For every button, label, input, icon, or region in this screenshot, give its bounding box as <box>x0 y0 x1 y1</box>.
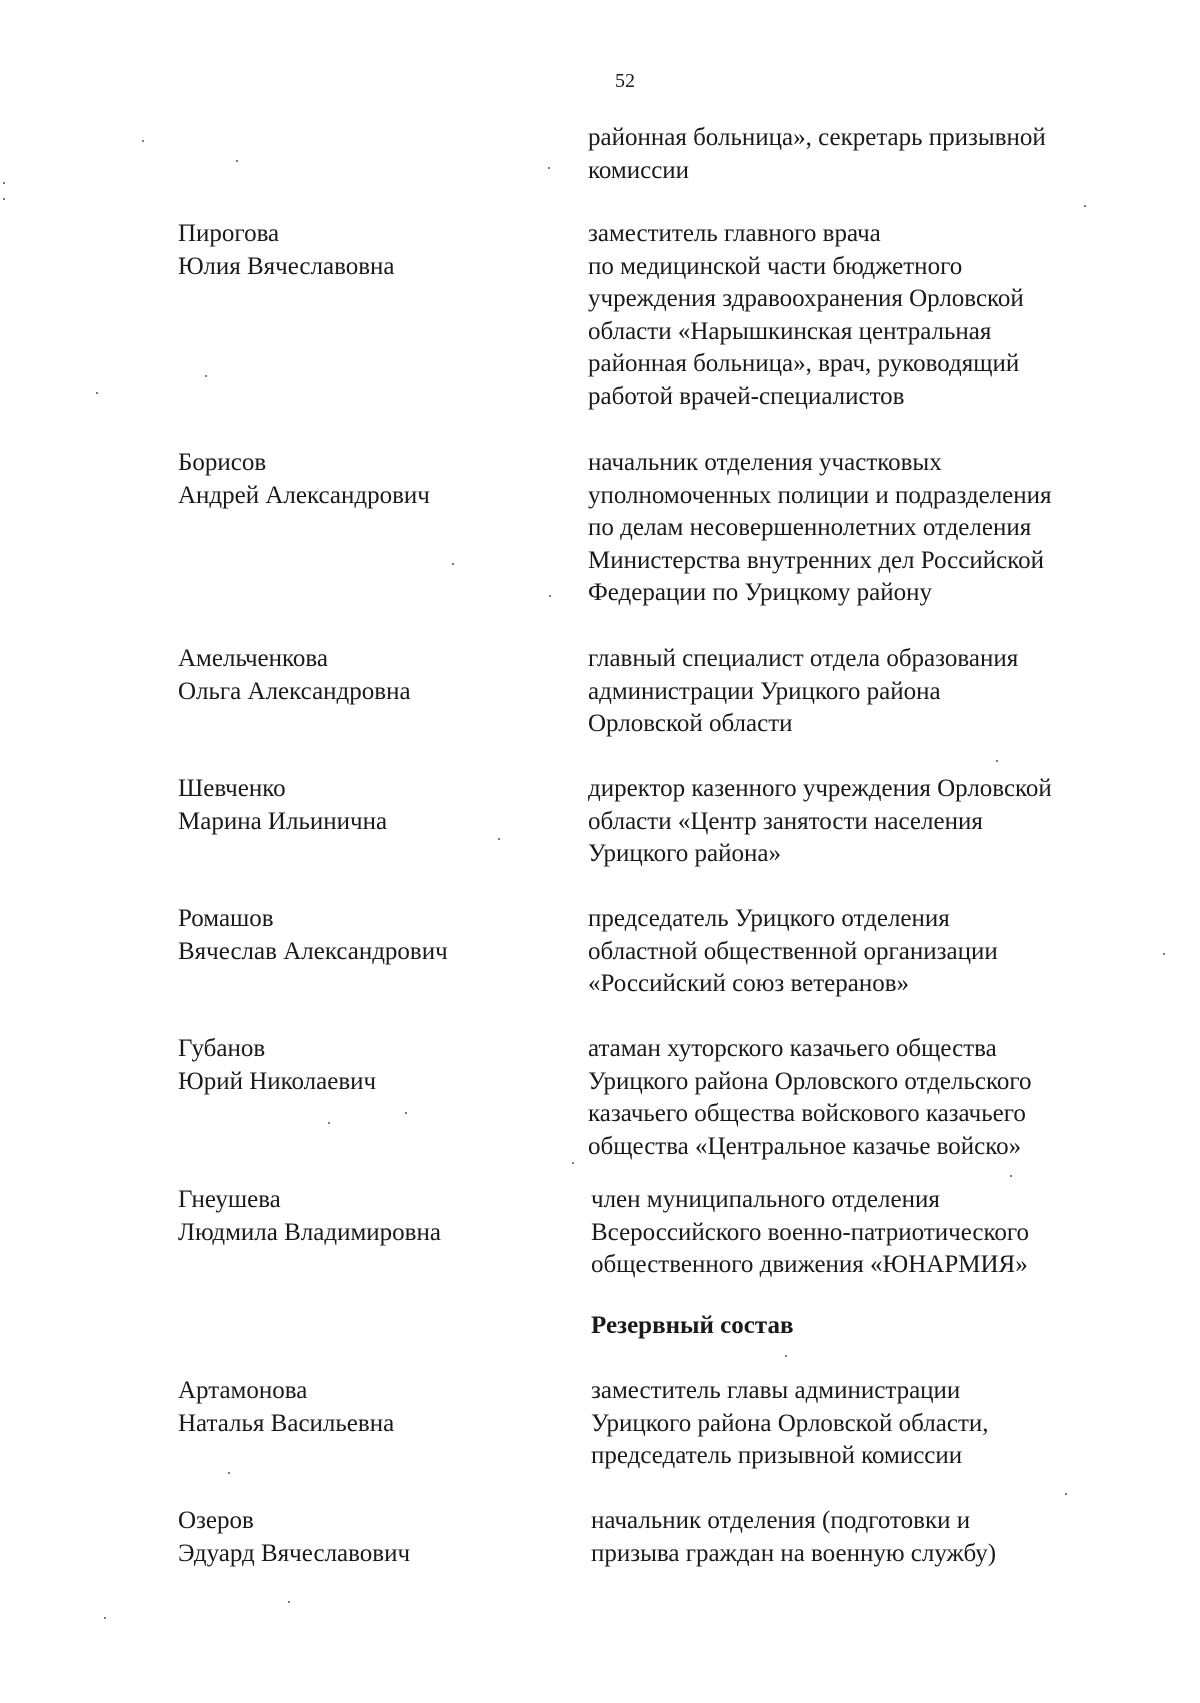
scan-speck <box>498 838 500 840</box>
member-name: Борисов Андрей Александрович <box>178 449 430 509</box>
reserve-member-role: заместитель главы администрации Урицкого района Орловской области, председатель призывной комиссии <box>591 1377 989 1469</box>
scan-speck <box>1163 953 1165 955</box>
scan-speck <box>328 1122 330 1124</box>
reserve-member-name: Артамонова Наталья Васильевна <box>178 1377 395 1437</box>
member-role: заместитель главного врача по медицинской части бюджетного учреждения здравоохранения Орловской области «Нарышкинская центральная районная больница», врач, руководящий работой врачей-специалистов <box>588 220 1024 410</box>
page-number: 52 <box>615 70 635 92</box>
scan-speck <box>1084 205 1086 207</box>
member-name: Пирогова Юлия Вячеславовна <box>178 220 395 280</box>
member-role: директор казенного учреждения Орловской области «Центр занятости населения Урицкого района» <box>588 775 1052 867</box>
member-name: Гнеушева Людмила Владимировна <box>178 1186 441 1246</box>
scan-speck <box>205 375 207 377</box>
member-role: главный специалист отдела образования администрации Урицкого района Орловской области <box>588 645 1019 737</box>
scan-speck <box>548 167 550 169</box>
scan-speck <box>405 1112 407 1114</box>
scan-speck <box>236 160 238 162</box>
scan-speck <box>3 182 5 184</box>
member-role: член муниципального отделения Всероссийского военно-патриотического общественного движения «ЮНАРМИЯ» <box>591 1186 1030 1278</box>
scan-speck <box>3 198 5 200</box>
member-role: председатель Урицкого отделения областной общественной организации «Российский союз ветеранов» <box>588 905 998 997</box>
member-name: Губанов Юрий Николаевич <box>178 1035 377 1095</box>
scan-speck <box>1010 1175 1012 1177</box>
scan-speck <box>96 392 98 394</box>
scan-speck <box>228 1472 230 1474</box>
reserve-section-heading: Резервный состав <box>591 1312 794 1339</box>
member-role: начальник отделения участковых уполномоченных полиции и подразделения по делам несовершеннолетних отделения Министерства внутренних дел Российской Федерации по Урицкому району <box>588 449 1052 606</box>
reserve-member-name: Озеров Эдуард Вячеславович <box>178 1507 411 1567</box>
scan-speck <box>452 563 454 565</box>
continued-role-text: районная больница», секретарь призывной комиссии <box>588 124 1046 184</box>
reserve-member-role: начальник отделения (подготовки и призыва граждан на военную службу) <box>591 1507 997 1567</box>
scan-speck <box>785 1355 787 1357</box>
scan-speck <box>572 1162 574 1164</box>
scan-speck <box>142 140 144 142</box>
member-name: Шевченко Марина Ильинична <box>178 775 388 835</box>
scan-speck <box>996 760 998 762</box>
scan-speck <box>1065 1493 1067 1495</box>
member-name: Амельченкова Ольга Александровна <box>178 645 411 705</box>
member-role: атаман хуторского казачьего общества Урицкого района Орловского отдельского казачьего общества войскового казачьего общества «Центральное казачье войско» <box>588 1035 1032 1160</box>
member-name: Ромашов Вячеслав Александрович <box>178 905 448 965</box>
scan-speck <box>104 1617 106 1619</box>
scan-speck <box>549 595 551 597</box>
scan-speck <box>288 1601 290 1603</box>
